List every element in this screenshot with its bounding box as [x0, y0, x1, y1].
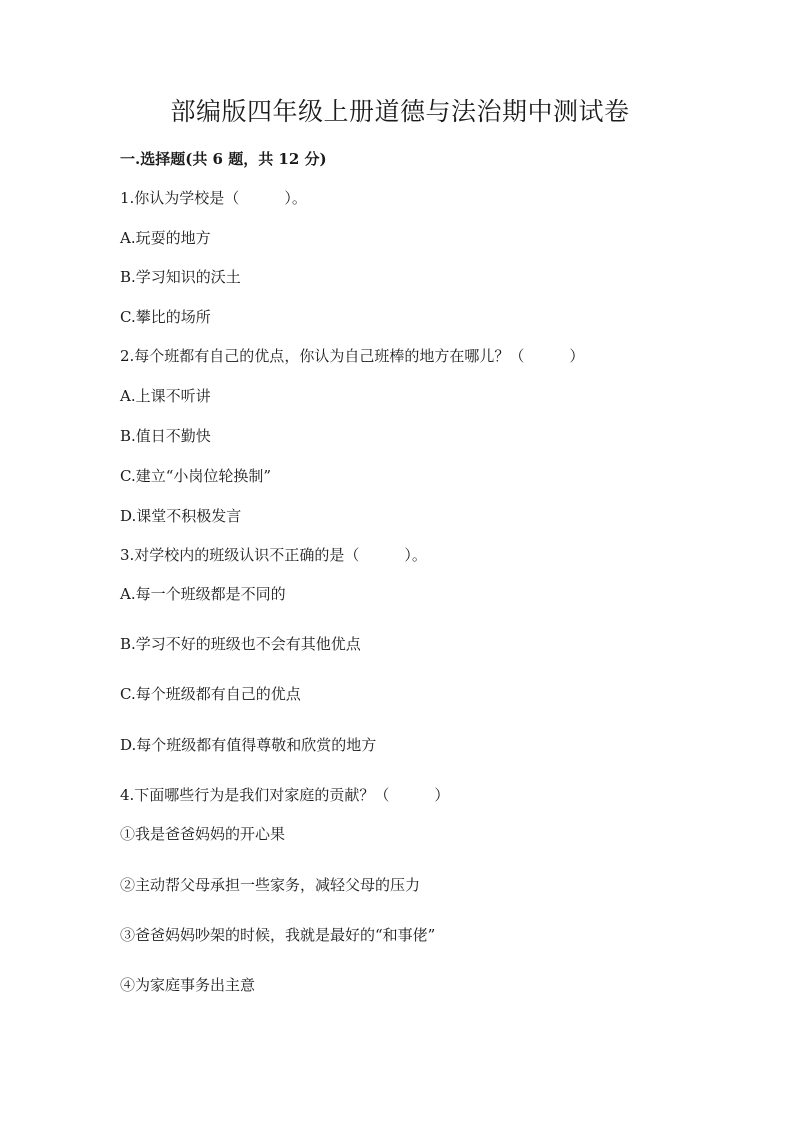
question-3-option-a: A.每一个班级都是不同的	[120, 585, 286, 603]
question-1-option-c: C.攀比的场所	[120, 308, 211, 326]
section-heading: 一.选择题(共 6 题，共 12 分)	[120, 150, 327, 168]
question-2-option-b: B.值日不勤快	[120, 427, 211, 445]
question-3-option-c: C.每个班级都有自己的优点	[120, 685, 301, 703]
question-4-option-3: ③爸爸妈妈吵架的时候，我就是最好的“和事佬”	[120, 926, 436, 944]
question-4-stem: 4.下面哪些行为是我们对家庭的贡献？（ ）	[120, 786, 450, 804]
question-3-option-b: B.学习不好的班级也不会有其他优点	[120, 635, 361, 653]
question-1-option-a: A.玩耍的地方	[120, 229, 211, 247]
question-3-option-d: D.每个班级都有值得尊敬和欣赏的地方	[120, 736, 377, 754]
question-2-option-a: A.上课不听讲	[120, 387, 211, 405]
question-1-option-b: B.学习知识的沃土	[120, 268, 241, 286]
question-2-option-c: C.建立“小岗位轮换制”	[120, 467, 272, 485]
question-4-option-1: ①我是爸爸妈妈的开心果	[120, 825, 286, 843]
question-3-stem: 3.对学校内的班级认识不正确的是（ ）。	[120, 546, 427, 564]
question-1-stem: 1.你认为学校是（ ）。	[120, 189, 307, 207]
page-title: 部编版四年级上册道德与法治期中测试卷	[170, 97, 630, 126]
question-2-option-d: D.课堂不积极发言	[120, 507, 242, 525]
question-4-option-2: ②主动帮父母承担一些家务，减轻父母的压力	[120, 876, 421, 894]
question-2-stem: 2.每个班都有自己的优点，你认为自己班棒的地方在哪儿？（ ）	[120, 347, 585, 365]
question-4-option-4: ④为家庭事务出主意	[120, 976, 256, 994]
